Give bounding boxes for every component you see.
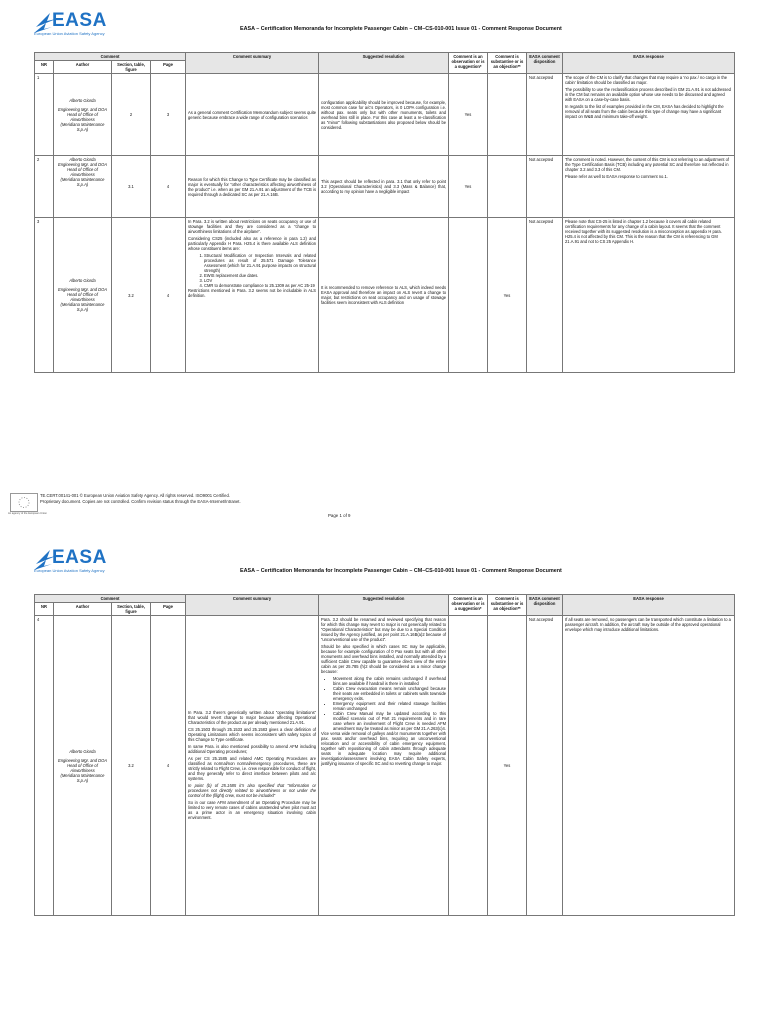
- footer-line-2: Proprietary document. Copies are not controlled. Confirm revision status through the EASA-Internet/Intranet.: [40, 499, 241, 504]
- summary-paragraph: In Para. 3.2 there’s generically written about “operating limitations” that would revert change to major because affecting Operational Characteristics of the product as per already mentioned 21.A.91.: [188, 709, 317, 725]
- cell-response: [563, 156, 735, 218]
- header-section: Section, table, figure: [112, 61, 151, 74]
- response-paragraph: The possibility to use the reclassification process described in GM 21.A.91 is not addressed in the CM but remains an available option whose use needs to be discussed and agreed with EASA on a case-by-case basis.: [565, 87, 731, 102]
- cell-resolution: configuration applicability should be improved because, for example, most common case for a/c’s Operators, is 0 LOPA configuration i.e. without pax. seats only but with other monuments, toilets and overhead bins still in place. For this case at least a re-classification as “minor” following substantiations also proposed below should be considered.: [319, 74, 449, 156]
- header-author: Author: [54, 603, 112, 616]
- cell-disposition: Not accepted: [527, 74, 563, 156]
- cell-section: 3.2: [112, 616, 151, 916]
- cell-observation: [449, 616, 488, 916]
- header-page: Page: [151, 603, 186, 616]
- list-item: 1. Structural Modification or Inspection Intervals and related procedures as result of 25.571 Damage Tolerance Assessment (which for 21.A.91 purpose impacts on structural strength): [204, 253, 316, 273]
- cell-page: 4: [151, 616, 186, 916]
- summary-paragraph: In point (b) of 25.1585 it’s also specified that “Information or procedures not directly related to airworthiness or not under the control of the (flight) crew, must not be included”: [188, 782, 317, 798]
- author-role: Engineering Mgr. and DOA Head of Office of Airworthiness: [58, 162, 107, 177]
- cell-page: 4: [151, 156, 186, 218]
- response-paragraph: Please refer as well to EASA response to comment no.1.: [565, 174, 668, 179]
- cell-response: [563, 218, 735, 373]
- cell-nr: 1: [35, 74, 54, 156]
- cell-nr: 3: [35, 218, 54, 373]
- resolution-paragraph: Para. 3.2 should be renamed and reviewed specifying that reason for which this change may revert to major is not generically related to “Operational Characteristics” but may be due to a Special Condition issued by the Agency justified, as per point 21.A.16B(a)2 because of “unconventional use of the product”.: [321, 617, 447, 642]
- table-row: [35, 616, 735, 916]
- cell-author: [54, 218, 112, 373]
- resolution-paragraph: Vice versa wide removal of galleys and/or monuments together with pax. seats and/or overhead bins, requiring an unconventional relocation and or accessibility of cabin emergency equipment, together with repositioning of cabin attendants through adequate seats in adequate location may require additional investigation/assessment involving EASA Cabin Safety experts, justifying issuance of specific SC and so reverting change to major.: [321, 731, 447, 766]
- author-company: (Meridiana Maintenance S.p.A): [60, 302, 105, 312]
- cell-substantive: [488, 74, 527, 156]
- response-paragraph: Please note that CS-25 is listed in chapter 1.2 because it covers all cabin related certification requirements for any change of a cabin layout. It seems that the comment received together with its suggested resolution is a misconception as appendix H para. H25.4 is not affected by this CM. This is the reason that the CM is referencing to GM 21.A.91 and not to CS 25 Appendix H.: [565, 219, 722, 244]
- author-company: (Meridiana Maintenance S.p.A): [60, 772, 105, 783]
- cell-section: 3.2: [112, 218, 151, 373]
- author-company: (Meridiana Maintenance S.p.A): [60, 177, 105, 187]
- document-title: EASA – Certification Memoranda for Incomplete Passenger Cabin – CM–CS-010-001 Issue 01 - Comment Response Document: [240, 568, 562, 574]
- summary-paragraph: So in our case AFM amendment of an Operating Procedure may be limited to very remote cases of cabins unattended when pilot must act as a prime actor in an emergency situation involving cabin environment.: [188, 799, 317, 820]
- header-observation: Comment is an observation or is a suggestion*: [449, 53, 488, 74]
- cell-summary: As a general comment Certification Memorandum subject seems quite generic because embrace a wide range of configuration scenarios: [186, 74, 319, 156]
- cell-substantive: Yes: [488, 218, 527, 373]
- list-item: • Cabin Crew Manual may be updated according to this modified scenario out of Part 21 requirements and in rare case where an involvement of Flight Crew is needed AFM amendment may be treated as minor as per GM 21.A.263(c)4.: [333, 711, 446, 731]
- header-author: Author: [54, 61, 112, 74]
- header-substantive: Comment is substantive or is an objection**: [488, 595, 527, 616]
- author-company: (Meridiana Maintenance S.p.A): [60, 121, 105, 132]
- response-paragraph: The comment is noted. However, the content of this CM is not referring to an adjustment of the Type Certification Basis (TCB) including any potential SC and therefore not reflected in chapter 3.2 and 3.3 of this CM.: [565, 157, 730, 172]
- summary-paragraph: In Para. 3.2 is written about restrictions on seats occupancy or use of stowage facilities and they are considered as a “change to airworthiness limitations of the airplane”.: [188, 219, 317, 234]
- cell-summary: [186, 616, 319, 916]
- header-easa-disposition: EASA comment disposition: [527, 53, 563, 74]
- cell-response: [563, 616, 735, 916]
- cell-substantive: Yes: [488, 616, 527, 916]
- cell-nr: 2: [35, 156, 54, 218]
- header-page: Page: [151, 61, 186, 74]
- header-substantive: Comment is substantive or is an objection**: [488, 53, 527, 74]
- header-section: Section, table, figure: [112, 603, 151, 616]
- cell-disposition: Not accepted: [527, 616, 563, 916]
- table-row: [35, 218, 735, 373]
- header-comment-group: Comment: [35, 53, 186, 61]
- cell-section: 2: [112, 74, 151, 156]
- summary-paragraph: In same Para. is also mentioned possibility to amend AFM including additional Operating procedures;: [188, 743, 317, 754]
- header-comment-summary: Comment summary: [186, 53, 319, 74]
- author-name: Alberto Giorda: [69, 97, 96, 103]
- list-item: • Cabin Crew evacuation means remain unchanged because their seats are embedded in toilets or cabinets walls townside emergency exits.: [333, 686, 446, 701]
- author-name: Alberto Giorda: [69, 278, 96, 283]
- summary-paragraph: As per CS 25.1585 and related AMC Operating Procedures are classified as normal/non normal/emergency procedures, these are strictly related to Flight Crew, i.e. crew responsible for conduct of flight, and they generally refer to direct interface between pilots and a/c systems.: [188, 755, 317, 781]
- page-2: [0, 530, 768, 1024]
- cell-section: 3.1: [112, 156, 151, 218]
- cell-summary: [186, 218, 319, 373]
- cell-observation: Yes: [449, 74, 488, 156]
- eu-flag-caption: An agency of the European Union: [8, 512, 47, 515]
- author-role: Engineering Mgr. and DOA Head of Office of Airworthiness: [58, 757, 107, 773]
- cell-nr: 4: [35, 616, 54, 916]
- cell-disposition: Not accepted: [527, 156, 563, 218]
- summary-paragraph: Considering CS25 (included also as a reference in para 1.2) and particularly Appendix H Para. H25.4 is there available ALS definition whose constituent items are:: [188, 236, 317, 251]
- page-number: Page 1 of 9: [328, 513, 351, 518]
- author-role: Engineering Mgr. and DOA Head of Office of Airworthiness: [58, 106, 107, 122]
- cell-observation: [449, 218, 488, 373]
- list-item: • Emergency equipment and their related stowage facilities remain unchanged: [333, 701, 446, 711]
- cell-author: [54, 74, 112, 156]
- header-comment-summary: Comment summary: [186, 595, 319, 616]
- author-role: Engineering Mgr. and DOA Head of Office of Airworthiness: [58, 287, 107, 302]
- cell-response: [563, 74, 735, 156]
- header-observation: Comment is an observation or is a suggestion*: [449, 595, 488, 616]
- table-row: [35, 74, 735, 156]
- cell-disposition: Not accepted: [527, 218, 563, 373]
- author-name: Alberto Giorda: [69, 748, 96, 754]
- header-comment-group: Comment: [35, 595, 186, 603]
- cell-resolution: [319, 616, 449, 916]
- cell-resolution: It is recommended to remove reference to ALS, which indeed needs EASA approval and therefore an impact on ALS revert a change to major, but restrictions on seat occupancy and on usage of stowage facilities seem inconsistent with ALS definition: [319, 218, 449, 373]
- cell-author: [54, 156, 112, 218]
- eu-flag-icon: [10, 493, 38, 512]
- list-item: 2. EWIS replacement due dates.: [204, 273, 316, 278]
- cell-page: 4: [151, 218, 186, 373]
- response-paragraph: If all seats are removed, no passengers can be transported which constitute a limitation to a passenger aircraft. In addition, the aircraft may be outside of the approved operational envelope which may introduce additional limitations.: [565, 617, 731, 632]
- header-easa-disposition: EASA comment disposition: [527, 595, 563, 616]
- easa-logo-word: EASA: [52, 10, 107, 31]
- cell-summary: Reason for which this Change to Type Certificate may be classified as major is eventually for “other characteristics affecting airworthiness of the product” i.e. when as per GM 21.A.91 an adjustment of the TCB is required through a dedicated SC as per 21.A.16B.: [186, 156, 319, 218]
- header-easa-response: EASA response: [563, 53, 735, 74]
- document-title: EASA – Certification Memoranda for Incomplete Passenger Cabin – CM–CS-010-001 Issue 01 - Comment Response Document: [240, 26, 562, 32]
- comment-table-page-1: [34, 52, 735, 373]
- easa-logo-subtitle: European Union Aviation Safety Agency: [34, 31, 105, 36]
- list-item: 4. CMR to demonstrate compliance to 25.1309 as per AC 25-19: [204, 283, 316, 288]
- cell-substantive: [488, 156, 527, 218]
- header-suggested-resolution: Suggested resolution: [319, 595, 449, 616]
- header-nr: NR: [35, 603, 54, 616]
- footer-line-1: TE.CERT.00141-001 © European Union Aviation Safety Agency. All rights reserved. ISO9001 Certified.: [40, 493, 231, 498]
- summary-paragraph: CS 25.1503 through 25.1533 and 25.1583 gives a clear definition of Operating Limitations which seems inconsistent with safety topics of this Change to Type certificate.: [188, 726, 317, 742]
- response-paragraph: The scope of the CM is to clarify that changes that may require a ‘no pax / no cargo in the cabin’ limitation should be classified as major.: [565, 75, 728, 85]
- list-item: 3. LOV: [204, 278, 316, 283]
- resolution-paragraph: Should be also specified in which cases SC may be applicable, because for example configuration of 0 Pax seats but with all other monuments and overhead bins installed, and normally attended by a sufficient Cabin Crew capable to guarantee direct view of the entire cabin as per 25.785 (h)2 should be considered as a minor change because:: [321, 644, 447, 674]
- cell-resolution: This aspect should be reflected in para. 3.1 that only refer to point 3.2 (Operational Characteristics) and 3.3 (Mass & Balance) that, according to my opinion have a negligible impact: [319, 156, 449, 218]
- easa-logo-word: EASA: [52, 547, 107, 568]
- author-name: Alberto Giorda: [69, 157, 96, 162]
- cell-observation: Yes: [449, 156, 488, 218]
- comment-table-page-2: [34, 594, 735, 916]
- resolution-list: [321, 676, 446, 731]
- header-suggested-resolution: Suggested resolution: [319, 53, 449, 74]
- cell-author: [54, 616, 112, 916]
- summary-paragraph: Restrictions mentioned in Para. 3.2 seems not be includable in ALS definition.: [188, 288, 317, 298]
- list-item: • Movement along the cabin remains unchanged if overhead bins are available if handrail is there in installed: [333, 676, 446, 686]
- summary-list: [188, 253, 316, 288]
- response-paragraph: In regards to the list of examples provided in the CM, EASA has decided to highlight the removal of all seats from the cabin because this type of change may have a significant impact on W&B and minimum take-off weight.: [565, 104, 724, 119]
- table-row: [35, 156, 735, 218]
- cell-page: 3: [151, 74, 186, 156]
- easa-logo-subtitle: European Union Aviation Safety Agency: [34, 568, 105, 573]
- footer-text: [40, 493, 241, 505]
- header-nr: NR: [35, 61, 54, 74]
- header-easa-response: EASA response: [563, 595, 735, 616]
